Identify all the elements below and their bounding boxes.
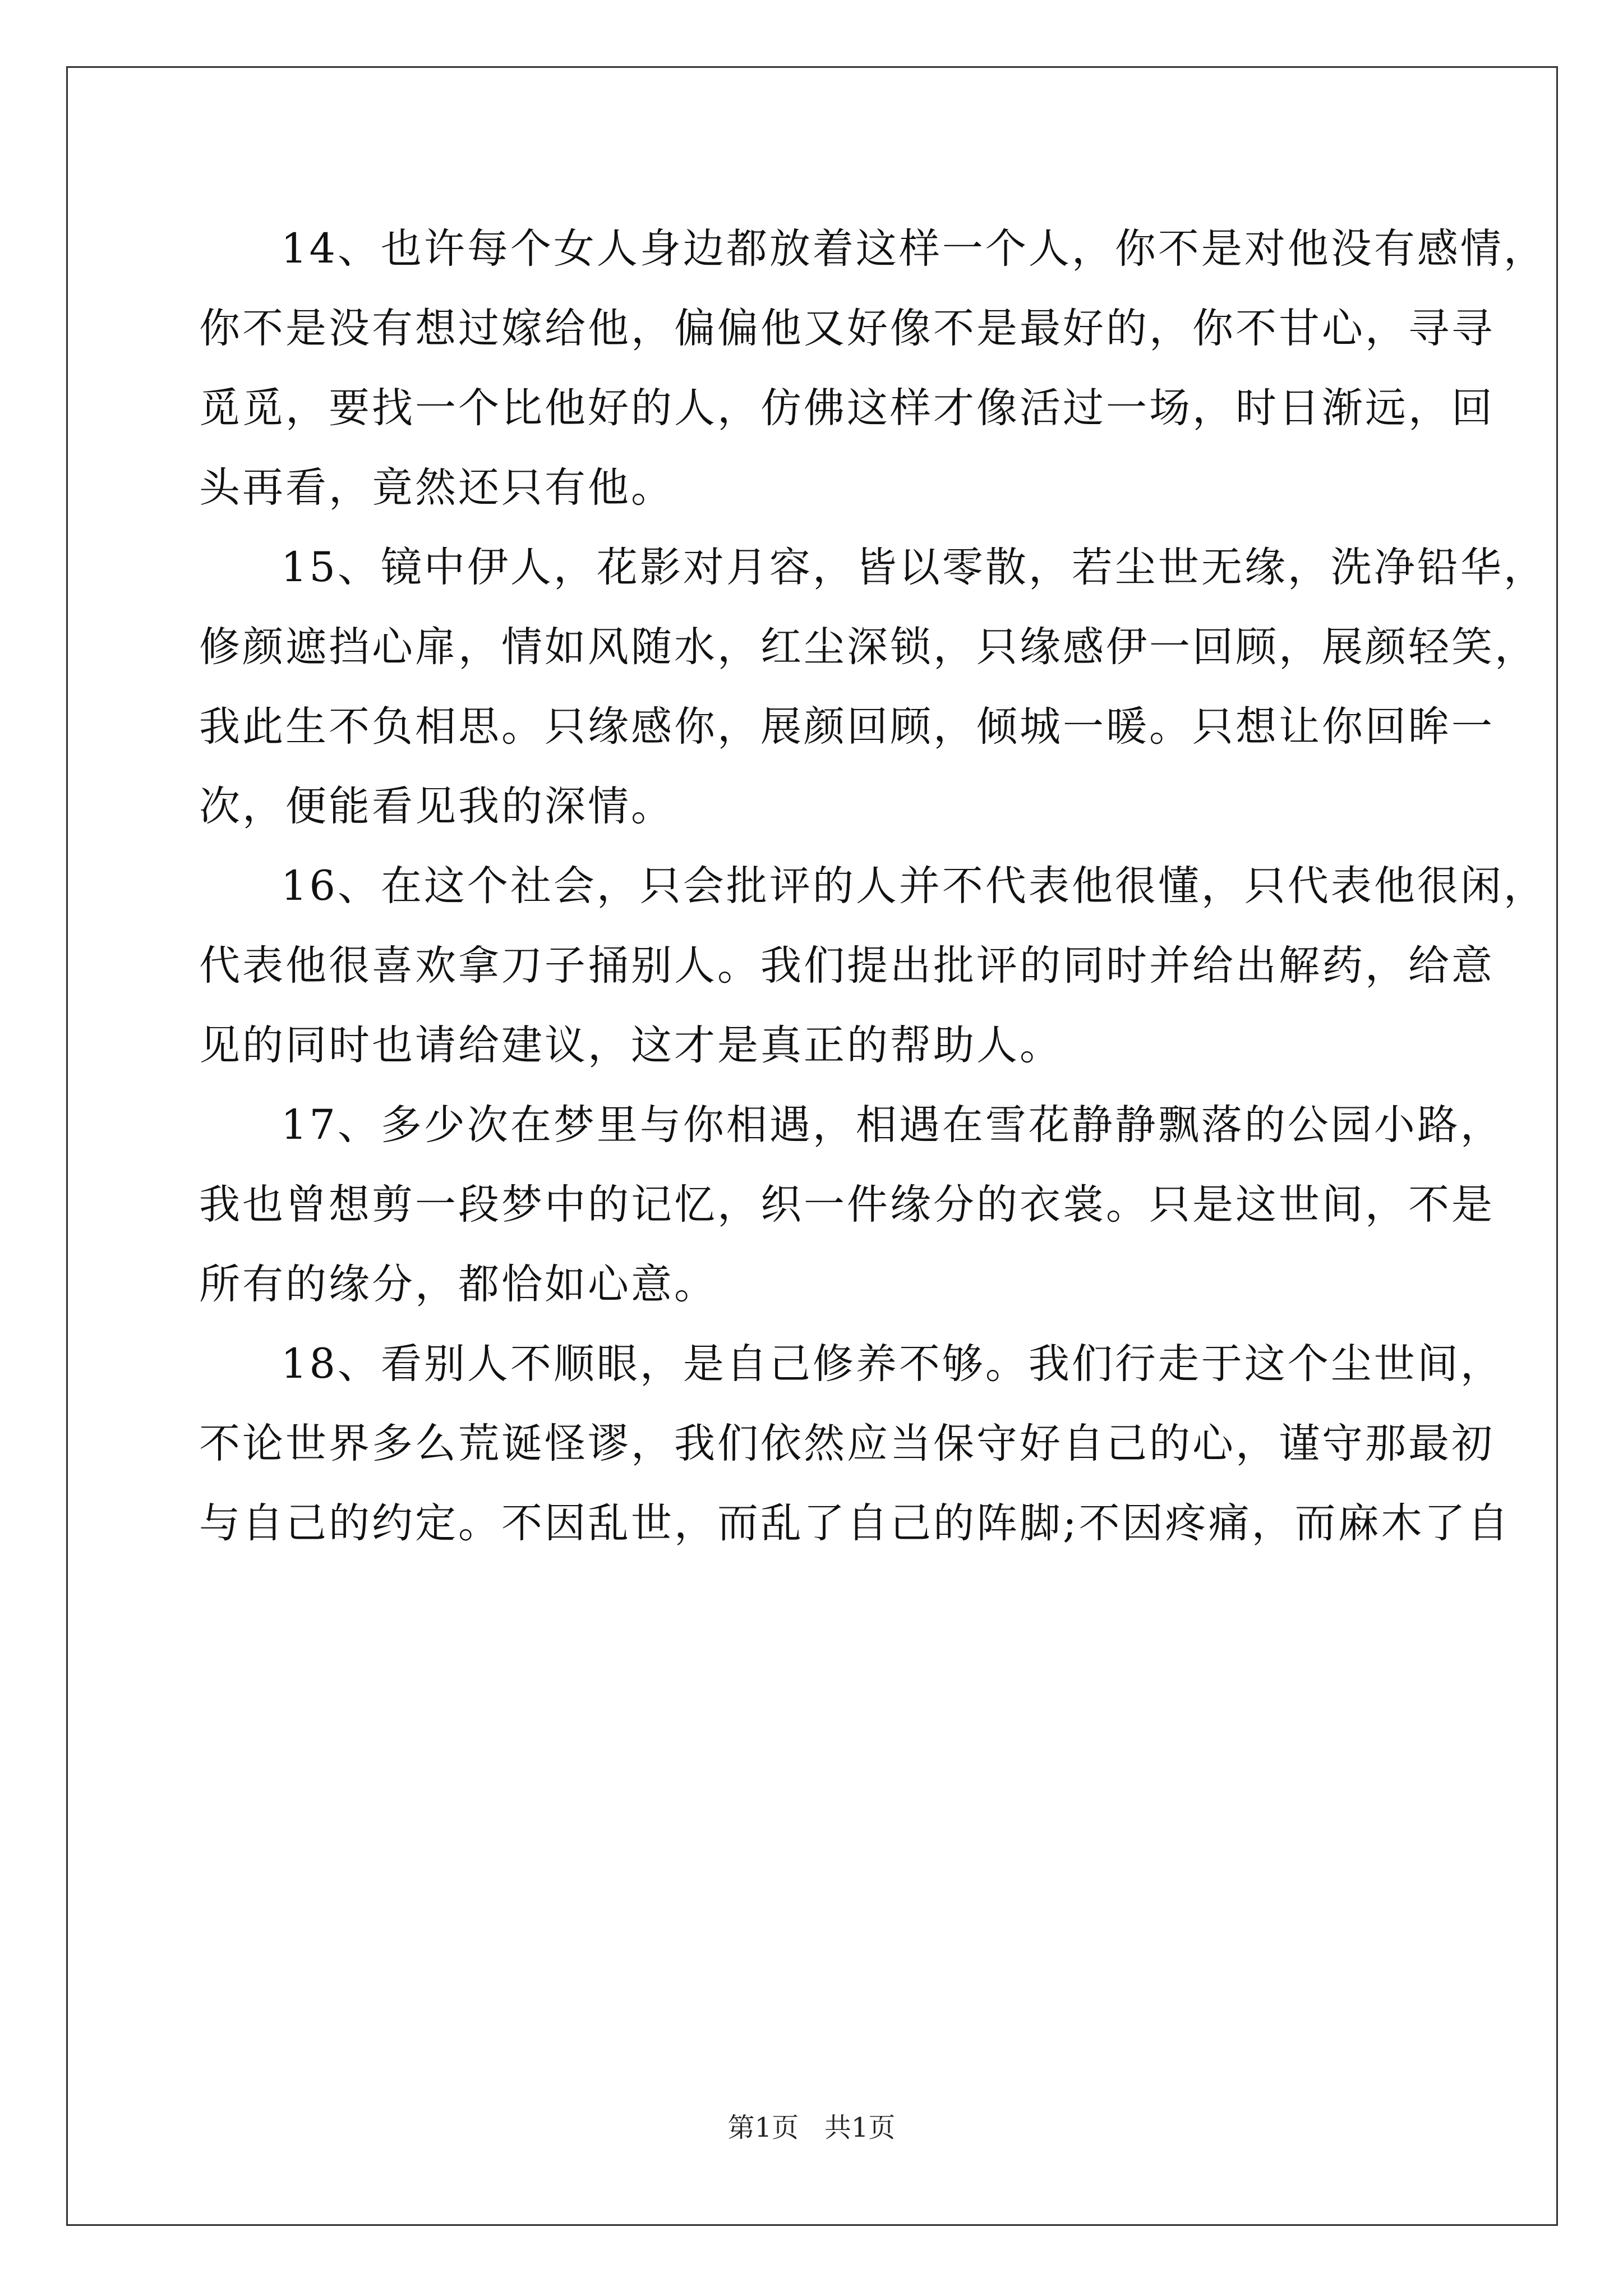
text-line: 见的同时也请给建议，这才是真正的帮助人。: [199, 1022, 1063, 1069]
text-line: 代表他很喜欢拿刀子捅别人。我们提出批评的同时并给出解药，给意: [199, 942, 1495, 990]
text-line: 所有的缘分，都恰如心意。: [199, 1260, 717, 1308]
paragraph-16: [199, 859, 1547, 1098]
text-line: 修颜遮挡心扉，情如风随水，红尘深锁，只缘感伊一回顾，展颜轻笑，: [199, 623, 1538, 671]
text-line: 你不是没有想过嫁给他，偏偏他又好像不是最好的，你不甘心，寻寻: [199, 305, 1495, 352]
text-line: 不论世界多么荒诞怪谬，我们依然应当保守好自己的心，谨守那最初: [199, 1420, 1495, 1467]
text-line: 与自己的约定。不因乱世，而乱了自己的阵脚;不因疼痛，而麻木了自: [199, 1499, 1511, 1547]
paragraph-15: [199, 540, 1547, 859]
text-line: 我此生不负相思。只缘感你，展颜回顾，倾城一暖。只想让你回眸一: [199, 703, 1495, 751]
text-line: 16、在这个社会，只会批评的人并不代表他很懂，只代表他很闲，: [281, 862, 1547, 910]
document-body: [199, 222, 1547, 1576]
paragraph-14: [199, 222, 1547, 540]
text-line: 头再看，竟然还只有他。: [199, 464, 674, 512]
paragraph-17: [199, 1098, 1504, 1337]
text-line: 次，便能看见我的深情。: [199, 783, 674, 830]
text-line: 18、看别人不顺眼，是自己修养不够。我们行走于这个尘世间，: [281, 1340, 1504, 1388]
paragraph-18: [199, 1337, 1511, 1576]
text-line: 觅觅，要找一个比他好的人，仿佛这样才像活过一场，时日渐远，回: [199, 384, 1495, 432]
text-line: 15、镜中伊人，花影对月容，皆以零散，若尘世无缘，洗净铅华，: [281, 544, 1547, 591]
text-line: 我也曾想剪一段梦中的记忆，织一件缘分的衣裳。只是这世间，不是: [199, 1181, 1495, 1228]
text-line: 14、也许每个女人身边都放着这样一个人，你不是对他没有感情，: [281, 225, 1547, 273]
text-line: 17、多少次在梦里与你相遇，相遇在雪花静静飘落的公园小路，: [281, 1101, 1504, 1149]
page-number-footer: 第1页 共1页: [727, 2112, 896, 2143]
